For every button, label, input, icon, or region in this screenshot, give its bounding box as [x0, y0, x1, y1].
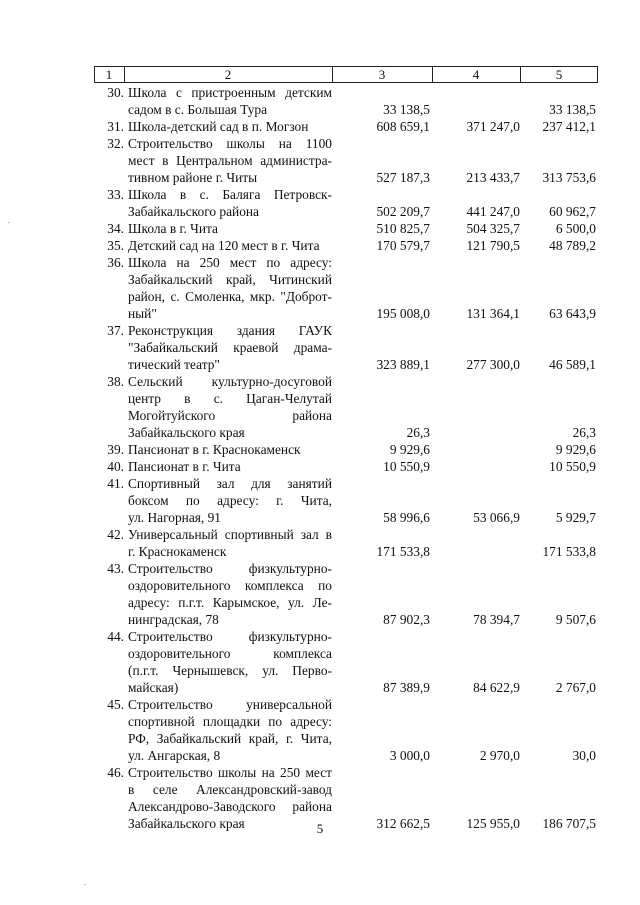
name-line: Детский сад на 120 мест в г. Чита — [128, 238, 320, 253]
value-col-5: 5 929,7 — [555, 510, 596, 525]
name-line: Школа с пристроенным детским — [128, 85, 332, 100]
name-line: Школа-детский сад в п. Могзон — [128, 119, 309, 134]
row-object-name — [128, 526, 332, 560]
table-row — [0, 237, 640, 254]
value-col-5: 33 138,5 — [549, 102, 596, 117]
value-col-3: 3 000,0 — [389, 748, 430, 763]
table-row — [0, 560, 640, 628]
row-number: 36. — [107, 255, 124, 270]
value-col-5: 30,0 — [572, 748, 596, 763]
value-col-4: 504 325,7 — [466, 221, 520, 236]
value-col-5: 48 789,2 — [549, 238, 596, 253]
name-line: Пансионат в г. Чита — [128, 459, 241, 474]
table-row — [0, 322, 640, 373]
row-number: 44. — [107, 629, 124, 644]
header-col-5: 5 — [555, 67, 563, 82]
row-object-name — [128, 135, 332, 186]
row-object-name — [128, 254, 332, 322]
value-col-4: 78 394,7 — [473, 612, 520, 627]
name-line: оздоровительного комплекса по — [128, 578, 332, 593]
name-line: г. Краснокаменск — [128, 544, 227, 559]
value-col-5: 26,3 — [572, 425, 596, 440]
name-line: в селе Александровский-завод — [128, 782, 332, 797]
value-col-5: 9 507,6 — [555, 612, 596, 627]
value-col-3: 195 008,0 — [376, 306, 430, 321]
table-row — [0, 526, 640, 560]
name-line: Строительство школы на 250 мест — [128, 765, 332, 780]
value-col-4: 53 066,9 — [473, 510, 520, 525]
table-row — [0, 254, 640, 322]
value-col-5: 60 962,7 — [549, 204, 596, 219]
page-number: 5 — [316, 821, 324, 836]
name-line: Школа в г. Чита — [128, 221, 218, 236]
name-line: майская) — [128, 680, 179, 695]
name-line: район, с. Смоленка, мкр. "Доброт- — [128, 289, 332, 304]
name-line: центр в с. Цаган-Челутай — [128, 391, 332, 406]
row-number: 35. — [107, 238, 124, 253]
name-line: Пансионат в г. Краснокаменск — [128, 442, 301, 457]
row-number: 40. — [107, 459, 124, 474]
row-number: 33. — [107, 187, 124, 202]
value-col-4: 121 790,5 — [466, 238, 520, 253]
name-line: Александрово-Заводского района — [128, 799, 332, 814]
value-col-4: 84 622,9 — [473, 680, 520, 695]
value-col-3: 87 389,9 — [383, 680, 430, 695]
value-col-3: 87 902,3 — [383, 612, 430, 627]
row-object-name — [128, 628, 332, 696]
value-col-3: 26,3 — [406, 425, 430, 440]
value-col-4: 131 364,1 — [466, 306, 520, 321]
value-col-5: 186 707,5 — [542, 816, 596, 831]
table-row — [0, 220, 640, 237]
name-line: нинградская, 78 — [128, 612, 219, 627]
row-object-name — [128, 458, 332, 475]
value-col-3: 9 929,6 — [389, 442, 430, 457]
row-number: 37. — [107, 323, 124, 338]
row-number: 43. — [107, 561, 124, 576]
value-col-3: 608 659,1 — [376, 119, 430, 134]
table-row — [0, 84, 640, 118]
name-line: боксом по адресу: г. Чита, — [128, 493, 332, 508]
value-col-5: 6 500,0 — [555, 221, 596, 236]
table-row — [0, 475, 640, 526]
name-line: РФ, Забайкальский край, г. Чита, — [128, 731, 332, 746]
row-number: 31. — [107, 119, 124, 134]
row-number: 32. — [107, 136, 124, 151]
name-line: Забайкальского края — [128, 425, 245, 440]
value-col-5: 10 550,9 — [549, 459, 596, 474]
value-col-4: 441 247,0 — [466, 204, 520, 219]
row-object-name — [128, 186, 332, 220]
row-number: 38. — [107, 374, 124, 389]
value-col-3: 171 533,8 — [376, 544, 430, 559]
name-line: Универсальный спортивный зал в — [128, 527, 332, 542]
value-col-5: 2 767,0 — [555, 680, 596, 695]
row-object-name — [128, 373, 332, 441]
row-object-name — [128, 475, 332, 526]
value-col-3: 10 550,9 — [383, 459, 430, 474]
value-col-3: 33 138,5 — [383, 102, 430, 117]
value-col-3: 502 209,7 — [376, 204, 430, 219]
table-row — [0, 628, 640, 696]
value-col-3: 312 662,5 — [376, 816, 430, 831]
scan-speck — [8, 222, 10, 223]
name-line: ный" — [128, 306, 157, 321]
name-line: "Забайкальский краевой драма- — [128, 340, 332, 355]
table-row — [0, 696, 640, 764]
name-line: Забайкальского края — [128, 816, 245, 831]
name-line: Строительство универсальной — [128, 697, 332, 712]
table-row — [0, 441, 640, 458]
value-col-4: 371 247,0 — [466, 119, 520, 134]
name-line: Забайкальского района — [128, 204, 260, 219]
value-col-5: 63 643,9 — [549, 306, 596, 321]
name-line: Строительство физкультурно- — [128, 629, 332, 644]
row-object-name — [128, 84, 332, 118]
value-col-4: 2 970,0 — [479, 748, 520, 763]
name-line: Сельский культурно-досуговой — [128, 374, 332, 389]
name-line: оздоровительного комплекса — [128, 646, 332, 661]
value-col-3: 170 579,7 — [376, 238, 430, 253]
value-col-3: 510 825,7 — [376, 221, 430, 236]
value-col-3: 58 996,6 — [383, 510, 430, 525]
row-object-name — [128, 696, 332, 764]
name-line: мест в Центральном администра- — [128, 153, 332, 168]
name-line: ул. Ангарская, 8 — [128, 748, 221, 763]
value-col-3: 527 187,3 — [376, 170, 430, 185]
value-col-5: 313 753,6 — [542, 170, 596, 185]
name-line: Забайкальский край, Читинский — [128, 272, 332, 287]
value-col-3: 323 889,1 — [376, 357, 430, 372]
header-col-2: 2 — [224, 67, 232, 82]
name-line: Спортивный зал для занятий — [128, 476, 332, 491]
row-number: 39. — [107, 442, 124, 457]
value-col-5: 46 589,1 — [549, 357, 596, 372]
row-object-name — [128, 560, 332, 628]
row-number: 34. — [107, 221, 124, 236]
row-number: 45. — [107, 697, 124, 712]
scan-speck — [84, 884, 86, 885]
header-col-1: 1 — [105, 67, 113, 82]
name-line: Могойтуйского района — [128, 408, 332, 423]
row-object-name — [128, 441, 332, 458]
name-line: Строительство физкультурно- — [128, 561, 332, 576]
row-object-name — [128, 237, 332, 254]
table-row — [0, 118, 640, 135]
row-object-name — [128, 322, 332, 373]
row-number: 30. — [107, 85, 124, 100]
name-line: спортивной площадки по адресу: — [128, 714, 332, 729]
name-line: адресу: п.г.т. Карымское, ул. Ле- — [128, 595, 332, 610]
row-number: 46. — [107, 765, 124, 780]
header-col-3: 3 — [378, 67, 386, 82]
table-row — [0, 135, 640, 186]
value-col-4: 277 300,0 — [466, 357, 520, 372]
header-col-4: 4 — [472, 67, 480, 82]
name-line: Школа на 250 мест по адресу: — [128, 255, 332, 270]
name-line: Строительство школы на 1100 — [128, 136, 332, 151]
name-line: Реконструкция здания ГАУК — [128, 323, 332, 338]
row-object-name — [128, 220, 332, 237]
value-col-4: 213 433,7 — [466, 170, 520, 185]
row-number: 41. — [107, 476, 124, 491]
name-line: тивном районе г. Читы — [128, 170, 258, 185]
table-row — [0, 186, 640, 220]
value-col-5: 237 412,1 — [542, 119, 596, 134]
name-line: ул. Нагорная, 91 — [128, 510, 222, 525]
value-col-5: 9 929,6 — [555, 442, 596, 457]
name-line: (п.г.т. Чернышевск, ул. Перво- — [128, 663, 332, 678]
name-line: садом в с. Большая Тура — [128, 102, 268, 117]
row-number: 42. — [107, 527, 124, 542]
table-row — [0, 458, 640, 475]
name-line: тический театр" — [128, 357, 220, 372]
value-col-4: 125 955,0 — [466, 816, 520, 831]
row-object-name — [128, 118, 332, 135]
table-row — [0, 373, 640, 441]
name-line: Школа в с. Баляга Петровск- — [128, 187, 332, 202]
value-col-5: 171 533,8 — [542, 544, 596, 559]
